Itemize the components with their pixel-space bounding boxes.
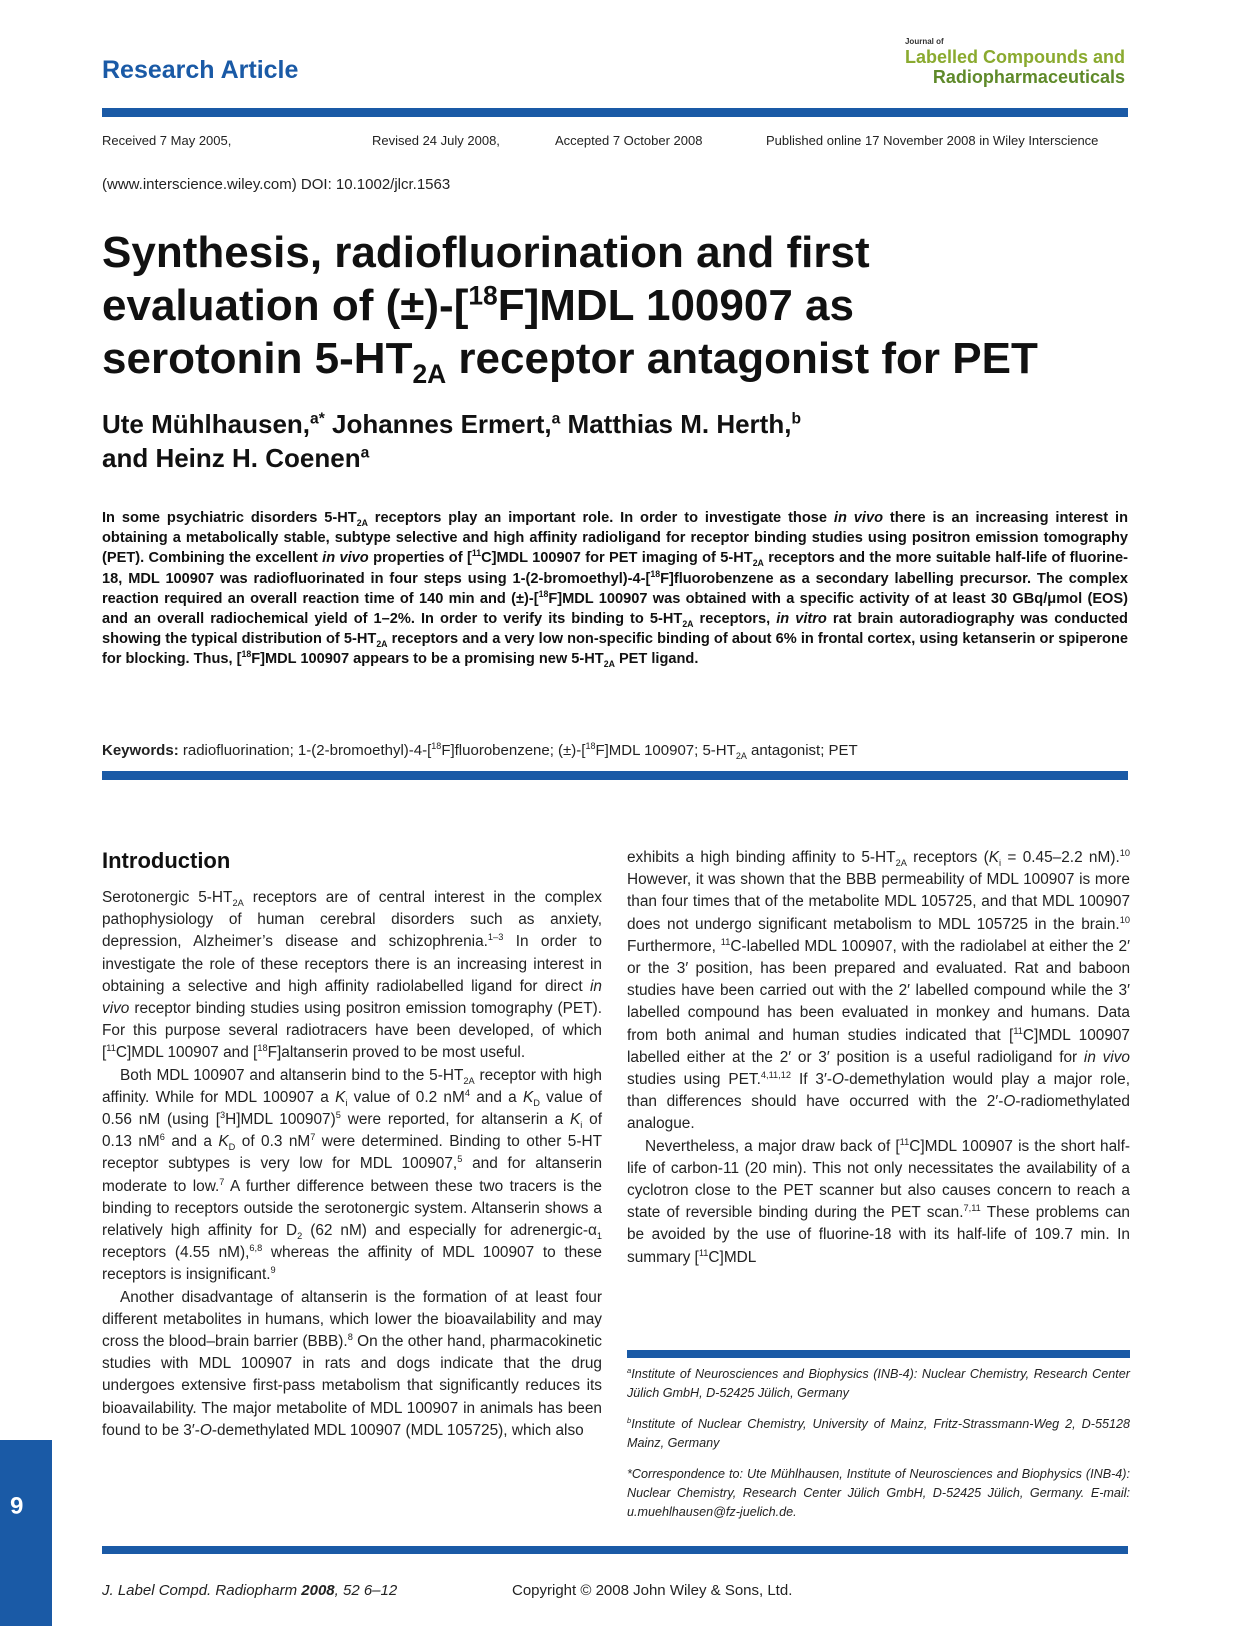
keywords-text: F]fluorobenzene; (±)-[: [441, 742, 586, 759]
author-affiliation-mark: a*: [310, 410, 325, 428]
author-name: Matthias M. Herth,: [560, 409, 792, 439]
journal-logo: [905, 38, 1125, 86]
date-revised: Revised 24 July 2008,: [372, 133, 500, 148]
keywords-sub: 2A: [735, 751, 747, 761]
section-label: Research Article: [102, 56, 299, 84]
paragraph: Nevertheless, a major draw back of [$^{11}$C]MDL 100907 is the short half-life of carbon-11 (20 min). This not only necessitates the availability of a cyclotron close to the PET scanner but also causes concern to reach a state of reversible binding during the PET scan.$^{7,11}$ These problems can be avoided by the use of fluorine-18 with its half-life of 109.7 min. In summary [$^{11}$C]MDL: [627, 1136, 1130, 1266]
date-published: Published online 17 November 2008 in Wiley Interscience: [766, 133, 1099, 148]
title-subscript: 2A: [412, 358, 447, 389]
title-text: receptor antagonist for PET: [446, 334, 1038, 383]
author-list: [102, 407, 801, 475]
citation-journal: J. Label Compd. Radiopharm: [102, 1582, 302, 1599]
article-title: [102, 226, 1132, 389]
keywords-label: Keywords:: [102, 742, 179, 759]
keywords-text: antagonist; PET: [746, 742, 858, 759]
footnote-affiliation-b: [627, 1415, 1130, 1453]
author-name: and Heinz H. Coenen: [102, 443, 361, 473]
title-line-1: Synthesis, radiofluorination and first: [102, 228, 870, 277]
journal-logo-line1: Labelled Compounds and: [904, 47, 1125, 67]
title-text: evaluation of (±)-[: [102, 281, 469, 330]
date-received: Received 7 May 2005,: [102, 133, 232, 148]
author-line-1: [102, 407, 801, 441]
citation-volume: , 52 6–12: [334, 1582, 398, 1599]
author-affiliation-mark: a: [551, 410, 561, 428]
keywords-sup: 18: [585, 741, 596, 751]
title-line-3: [102, 332, 1132, 389]
footnote-mark: a: [627, 1365, 632, 1375]
paragraph: Both MDL 100907 and altanserin bind to the $5-HT_{2A}$ receptor with high affinity. While for MDL 100907 a $K_i$ value of 0.2 $nM^4$ and a $K_D$ value of 0.56 nM (using [$^3$H]MDL 100907)$^5$ were reported, for altanserin a $K_i$ of 0.13 $nM^6$ and a $K_D$ of 0.3 $nM^7$ were determined. Binding to other 5-HT receptor subtypes is very low for MDL 100907,$^5$ and for altanserin moderate to low.$^7$ A further difference between these two tracers is the binding to receptors outside the serotonergic system. Altanserin shows a relatively high affinity for $D_2$ (62 nM) and especially for adrenergic-$\alpha_1$ receptors (4.55 nM),$^{6,8}$ whereas the affinity of MDL 100907 to these receptors is insignificant.$^9$: [102, 1066, 603, 1284]
title-text: serotonin 5-HT: [102, 334, 413, 383]
author-line-2: [102, 441, 801, 475]
body-column-right: [627, 847, 1130, 1269]
author-name: Ute Mühlhausen,: [102, 409, 311, 439]
page-number: 6: [10, 1491, 24, 1518]
paragraph: exhibits a high binding affinity to $5-HT_{2A}$ receptors ($K_i = 0.45-2.2$ nM).$^{10}$ However, it was shown that the BBB permeability of MDL 100907 is more than four times that of the metabolite MDL 105725, and that MDL 100907 does not undergo significant metabolism to MDL 105725 in the brain.$^{10}$ Furthermore, $^{11}$C-labelled MDL 100907, with the radiolabel at either the 2′ or the 3′ position, has been prepared and evaluated. Rat and baboon studies have been carried out with the 2′ labelled compound while the 3′ labelled compound has been evaluated in monkey and humans. Data from both animal and human studies indicated that [$^{11}$C]MDL 100907 labelled either at the 2′ or 3′ position is a useful radioligand for in vivo studies using PET.$^{4,11,12}$ If 3′-O-demethylation would play a major role, than differences should have occurred with the 2′-O-radiomethylated analogue.: [627, 847, 1130, 1133]
footnote-text: Institute of Nuclear Chemistry, University of Mainz, Fritz-Strassmann-Weg 2, D-55128 Mainz, Germany: [627, 1417, 1130, 1450]
footnote-mark: b: [627, 1415, 632, 1425]
title-superscript: 18: [468, 280, 498, 311]
title-text: F]MDL 100907 as: [497, 281, 854, 330]
footnotes: [627, 1365, 1130, 1534]
doi-line: (www.interscience.wiley.com) DOI: 10.1002/jlcr.1563: [102, 176, 451, 193]
footer-citation: [102, 1582, 397, 1599]
footnote-text: Institute of Neurosciences and Biophysics (INB-4): Nuclear Chemistry, Research Center Jülich GmbH, D-52425 Jülich, Germany: [627, 1367, 1130, 1400]
author-affiliation-mark: b: [791, 410, 801, 428]
body-column-left: [102, 887, 602, 1442]
keywords-text: F]MDL 100907; 5-HT: [595, 742, 736, 759]
footer-copyright: Copyright © 2008 John Wiley & Sons, Ltd.: [512, 1582, 793, 1599]
keywords-sup: 18: [431, 741, 442, 751]
journal-logo-small: Journal of: [904, 37, 944, 46]
abstract-divider: [102, 771, 1128, 780]
footnote-divider: [627, 1350, 1130, 1358]
date-accepted: Accepted 7 October 2008: [555, 133, 703, 148]
footer-divider: [102, 1546, 1128, 1554]
journal-logo-line2: Radiopharmaceuticals: [932, 67, 1125, 87]
citation-year: 2008: [301, 1582, 335, 1599]
title-line-2: [102, 279, 1132, 332]
keywords-text: radiofluorination; 1-(2-bromoethyl)-4-[: [178, 742, 432, 759]
keywords: [102, 742, 858, 759]
author-name: Johannes Ermert,: [324, 409, 552, 439]
footnote-affiliation-a: [627, 1365, 1130, 1403]
paragraph: Another disadvantage of altanserin is the formation of at least four different metabolites in humans, which lower the bioavailability and may cross the blood–brain barrier (BBB).$^8$ On the other hand, pharmacokinetic studies with MDL 100907 in rats and dogs indicate that the drug undergoes extensive first-pass metabolism that significantly reduces its bioavailability. The major metabolite of MDL 100907 in animals has been found to be 3′-O-demethylated MDL 100907 (MDL 105725), which also: [102, 1288, 602, 1439]
abstract: In some psychiatric disorders $5-HT_{2A}$ receptors play an important role. In order to investigate those in vivo there is an increasing interest in obtaining a metabolically stable, subtype selective and high affinity radioligand for receptor binding studies using positron emission tomography (PET). Combining the excellent in vivo properties of [$^{11}$C]MDL 100907 for PET imaging of $5-HT_{2A}$ receptors and the more suitable half-life of fluorine-18, MDL 100907 was radiofluorinated in four steps using 1-(2-bromoethyl)-4-[$^{18}$F]fluorobenzene as a secondary labelling precursor. The complex reaction required an overall reaction time of 140 min and (±)-[$^{18}$F]MDL 100907 was obtained with a specific activity of at least 30 GBq/μmol (EOS) and an overall radiochemical yield of 1–2%. In order to verify its binding to $5-HT_{2A}$ receptors, in vitro rat brain autoradiography was conducted showing the typical distribution of $5-HT_{2A}$ receptors and a very low non-specific binding of about 6% in frontal cortex, using ketanserin or spiperone for blocking. Thus, [$^{18}$F]MDL 100907 appears to be a promising new $5-HT_{2A}$ PET ligand.: [102, 510, 1128, 670]
paragraph: Serotonergic $5-HT_{2A}$ receptors are of central interest in the complex pathophysiology of human cerebral disorders such as anxiety, depression, Alzheimer’s disease and schizophrenia.$^{1-3}$ In order to investigate the role of these receptors there is an increasing interest in obtaining a selective and high affinity radiolabelled ligand for direct in vivo receptor binding studies using positron emission tomography (PET). For this purpose several radiotracers have been developed, of which [$^{11}$C]MDL 100907 and [$^{18}$F]altanserin proved to be most useful.: [102, 889, 602, 1062]
footnote-correspondence: *Correspondence to: Ute Mühlhausen, Institute of Neurosciences and Biophysics (INB-4): Nuclear Chemistry, Research Center Jülich GmbH, D-52425 Jülich, Germany. E-mail: u.muehlhausen@fz-juelich.de.: [627, 1467, 1130, 1519]
page-number-tab: [0, 1440, 52, 1626]
introduction-heading: Introduction: [102, 848, 231, 873]
author-affiliation-mark: a: [360, 444, 370, 462]
header-divider: [102, 108, 1128, 117]
